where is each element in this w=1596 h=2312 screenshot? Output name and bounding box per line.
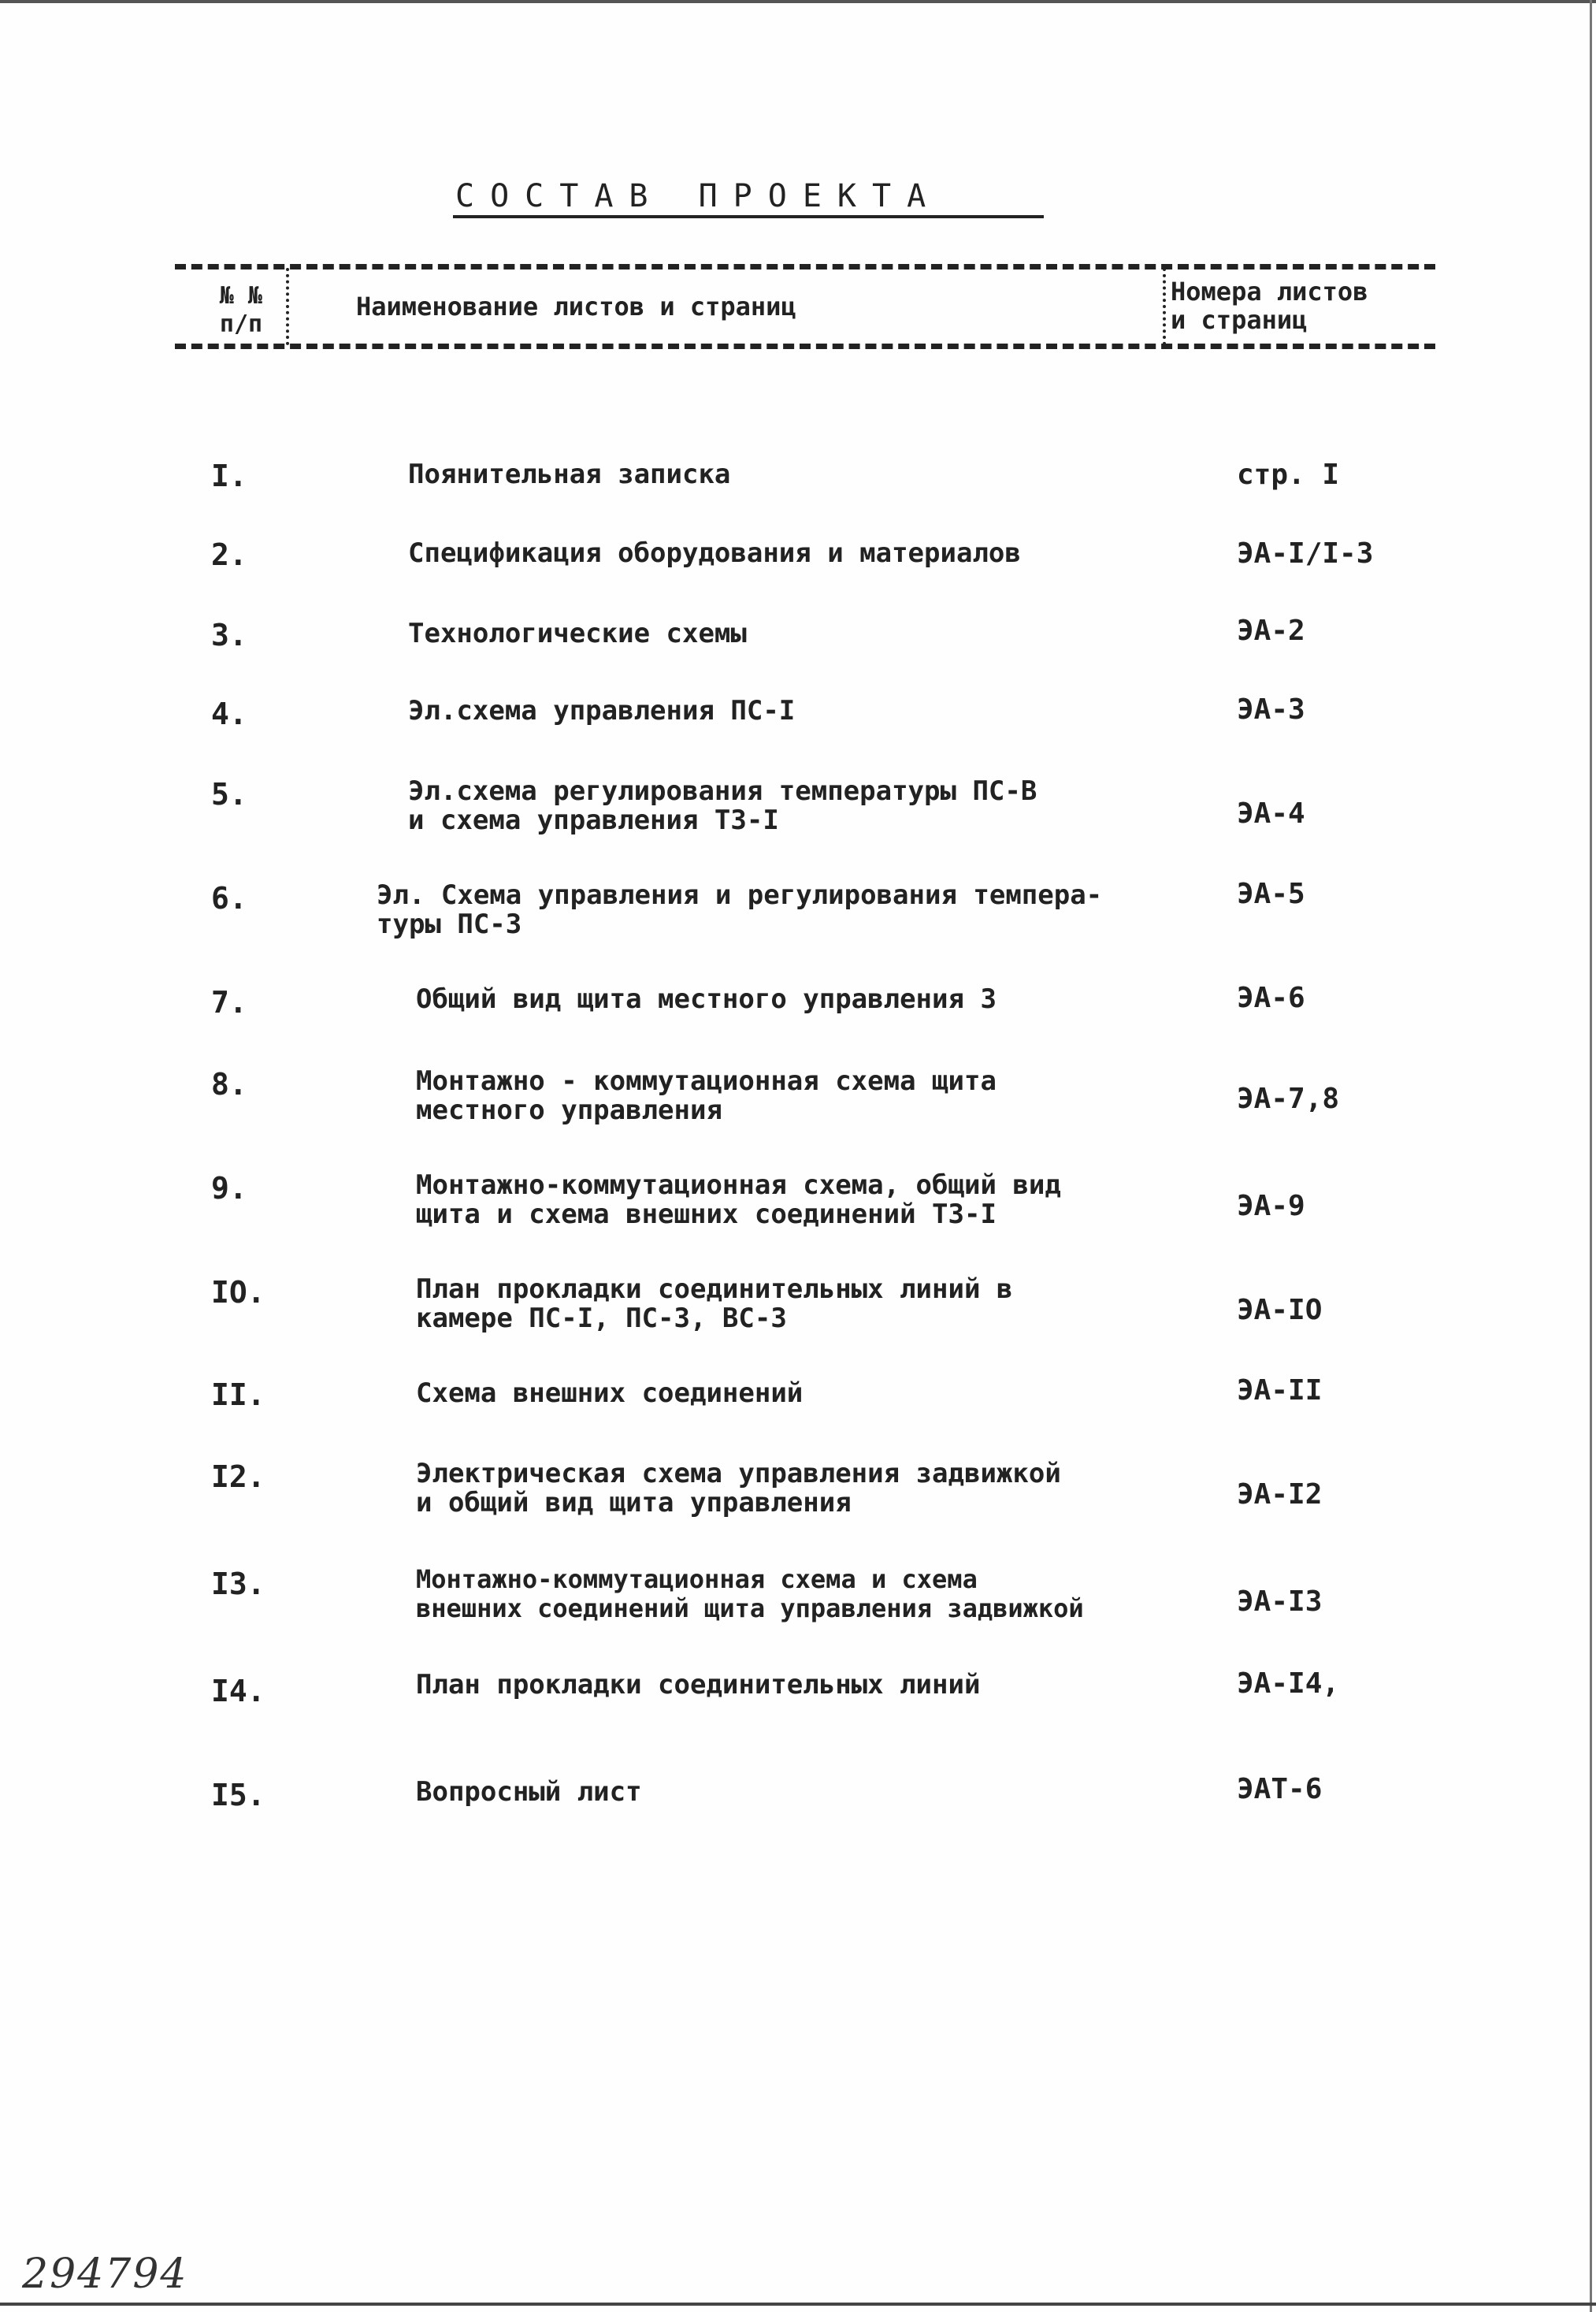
row-sheet: ЭА-3 [1237,693,1305,726]
row-number: II. [211,1377,265,1412]
row-name: Эл.схема регулирования температуры ПС-В и схема управления ТЗ-I [408,775,1037,836]
header-bottom-rule [175,344,1435,349]
row-number: 4. [211,697,247,731]
row-sheet: ЭА-9 [1237,1190,1305,1222]
row-name: Общий вид щита местного управления 3 [416,983,997,1015]
row-number: I4. [211,1674,265,1708]
row-number: 5. [211,777,247,812]
row-sheet: ЭА-I3 [1237,1585,1323,1618]
page-edge-bottom [0,2303,1596,2306]
header-separator-1 [286,268,289,345]
header-name-label: Наименование листов и страниц [356,292,796,322]
row-number: 7. [211,985,247,1020]
row-name: Спецификация оборудования и материалов [408,537,1021,569]
row-number: IO. [211,1275,265,1310]
header-separator-2 [1163,268,1166,345]
row-sheet: ЭА-IO [1237,1294,1323,1326]
row-sheet: ЭА-I2 [1237,1478,1323,1511]
row-name: Монтажно-коммутационная схема и схема внешних соединений щита управления задвижкой [416,1564,1084,1623]
row-number: I3. [211,1567,265,1601]
header-sheets-label: Номера листов и страниц [1171,277,1368,335]
row-name: Технологические схемы [408,618,747,649]
row-name: Схема внешних соединений [416,1377,804,1409]
row-number: 9. [211,1171,247,1206]
row-name: Монтажно - коммутационная схема щита местного управления [416,1065,997,1126]
row-sheet: ЭА-II [1237,1374,1323,1407]
header-top-rule [175,264,1435,269]
page-edge-right [1590,0,1592,2312]
row-sheet: ЭА-2 [1237,615,1305,647]
row-sheet: ЭА-7,8 [1237,1083,1340,1115]
row-sheet: ЭА-5 [1237,878,1305,910]
row-sheet: стр. I [1237,459,1340,491]
row-number: I2. [211,1459,265,1494]
handwritten-number: 294794 [22,2251,188,2298]
row-name: Вопросный лист [416,1776,642,1808]
row-sheet: ЭА-4 [1237,797,1305,830]
row-name: Эл. Схема управления и регулирования темпера- туры ПС-3 [377,879,1103,940]
page-edge-top [0,0,1596,3]
row-number: 2. [211,537,247,572]
document-title: СОСТАВ ПРОЕКТА [455,178,942,214]
row-name: Поянительная записка [408,459,731,490]
row-sheet: ЭАТ-6 [1237,1773,1323,1805]
title-underline [453,215,1044,218]
row-name: Электрическая схема управления задвижкой и общий вид щита управления [416,1458,1061,1518]
header-number-label: № № п/п [219,282,263,338]
row-number: I5. [211,1778,265,1812]
row-number: 3. [211,618,247,652]
row-name: План прокладки соединительных линий в камере ПС-I, ПС-3, ВС-3 [416,1273,1013,1334]
row-name: План прокладки соединительных линий [416,1669,981,1701]
row-number: 8. [211,1067,247,1102]
row-number: I. [211,459,247,493]
row-sheet: ЭА-6 [1237,982,1305,1014]
row-sheet: ЭА-I/I-3 [1237,537,1374,570]
row-sheet: ЭА-I4, [1237,1667,1340,1700]
row-name: Монтажно-коммутационная схема, общий вид щита и схема внешних соединений ТЗ-I [416,1169,1061,1230]
row-name: Эл.схема управления ПС-I [408,695,796,727]
row-number: 6. [211,881,247,916]
